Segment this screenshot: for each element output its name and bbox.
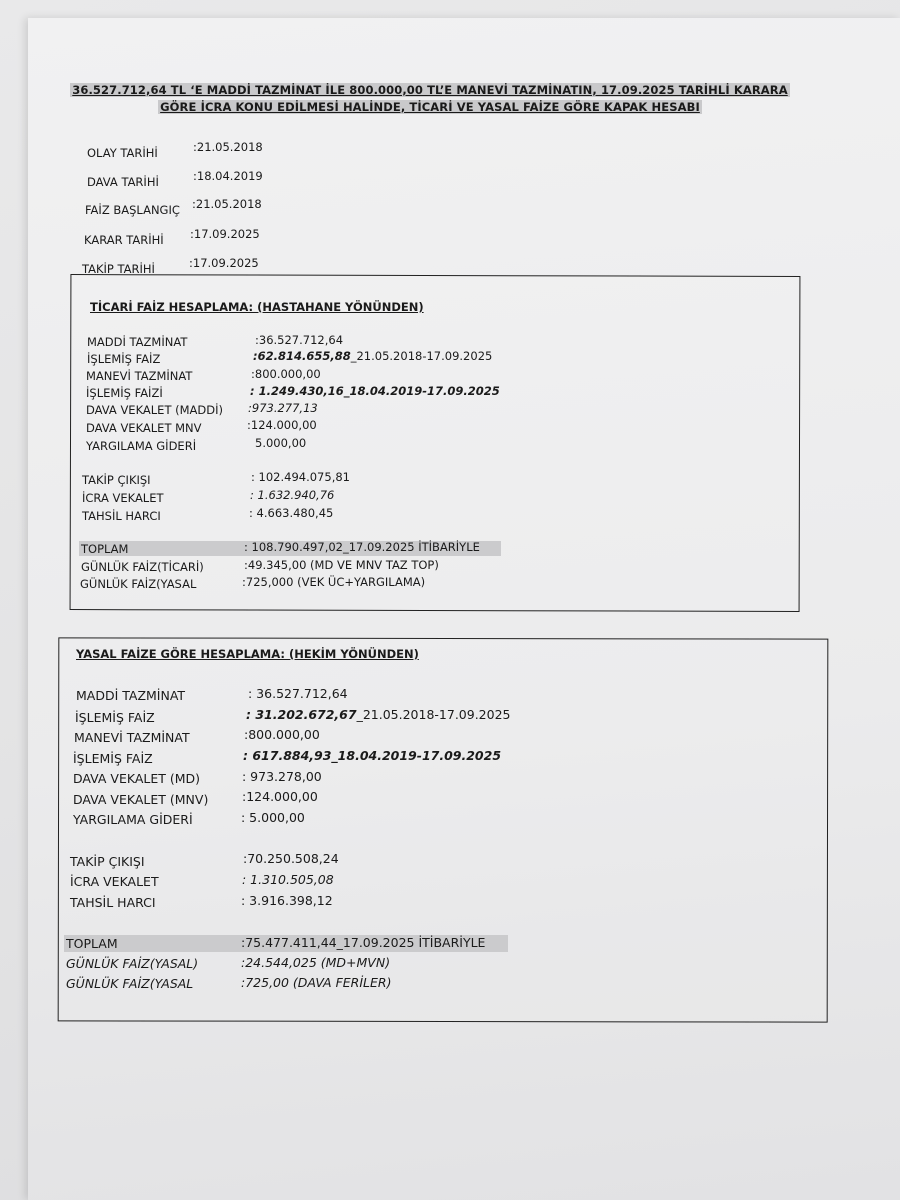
ticari-value-dava-vekalet-mnv: :124.000,00	[247, 418, 317, 432]
ticari-heading: TİCARİ FAİZ HESAPLAMA: (HASTAHANE YÖNÜNDEN)	[90, 300, 424, 314]
ticari-label-icra-vekalet: İCRA VEKALET	[82, 491, 164, 505]
date-label-takip: TAKİP TARİHİ	[82, 262, 155, 276]
ticari-label-toplam: TOPLAM	[81, 542, 129, 556]
ticari-value-takip-cikisi: : 102.494.075,81	[251, 470, 350, 484]
yasal-value-gunluk-faiz-yasal-2: :725,00 (DAVA FERİLER)	[241, 975, 392, 990]
ticari-label-gunluk-faiz-yasal: GÜNLÜK FAİZ(YASAL	[80, 577, 197, 591]
yasal-label-islemis-faiz-2: İŞLEMİŞ FAİZ	[73, 751, 153, 766]
yasal-value-maddi: : 36.527.712,64	[248, 686, 348, 701]
yasal-value-islemis-faiz-2: : 617.884,93_18.04.2019-17.09.2025	[243, 748, 502, 763]
yasal-label-dava-vekalet-md: DAVA VEKALET (MD)	[73, 771, 201, 786]
title-line-1: 36.527.712,64 TL ‘E MADDİ TAZMİNAT İLE 800.000,00 TL’E MANEVİ TAZMİNATIN, 17.09.2025 TARİHLİ KARARA	[72, 83, 788, 97]
yasal-label-icra-vekalet: İCRA VEKALET	[70, 874, 159, 889]
ticari-label-dava-vekalet-mnv: DAVA VEKALET MNV	[86, 421, 202, 435]
ticari-label-dava-vekalet-maddi: DAVA VEKALET (MADDİ)	[86, 403, 223, 417]
yasal-label-toplam: TOPLAM	[66, 936, 118, 951]
date-label-karar: KARAR TARİHİ	[84, 233, 164, 247]
ticari-value-yargilama: 5.000,00	[255, 436, 307, 450]
yasal-value-tahsil-harci: : 3.916.398,12	[241, 893, 333, 908]
ticari-value-dava-vekalet-maddi: :973.277,13	[248, 401, 318, 415]
ticari-value-manevi: :800.000,00	[251, 367, 321, 381]
ticari-value-maddi: :36.527.712,64	[255, 333, 344, 347]
yasal-value-takip-cikisi: :70.250.508,24	[243, 851, 339, 866]
ticari-label-maddi: MADDİ TAZMİNAT	[87, 335, 188, 349]
document-title	[70, 82, 790, 116]
yasal-label-takip-cikisi: TAKİP ÇIKIŞI	[70, 854, 145, 869]
yasal-value-gunluk-faiz-yasal: :24.544,025 (MD+MVN)	[241, 955, 391, 970]
date-value-faiz: :21.05.2018	[192, 197, 262, 211]
date-value-dava: :18.04.2019	[193, 169, 263, 183]
ticari-value-gunluk-faiz-ticari: :49.345,00 (MD VE MNV TAZ TOP)	[244, 558, 439, 572]
ticari-label-tahsil-harci: TAHSİL HARCI	[82, 509, 161, 523]
date-value-karar: :17.09.2025	[190, 227, 260, 241]
ticari-value-islemis-faiz: :62.814.655,88_21.05.2018-17.09.2025	[253, 349, 493, 363]
ticari-label-islemis-faizi: İŞLEMİŞ FAİZİ	[86, 386, 163, 400]
yasal-label-islemis-faiz: İŞLEMİŞ FAİZ	[75, 710, 155, 725]
yasal-value-manevi: :800.000,00	[244, 727, 320, 742]
date-label-faiz: FAİZ BAŞLANGIÇ	[85, 203, 180, 217]
yasal-label-maddi: MADDİ TAZMİNAT	[76, 688, 186, 703]
yasal-value-yargilama: : 5.000,00	[241, 810, 305, 825]
ticari-value-toplam: : 108.790.497,02_17.09.2025 İTİBARİYLE	[244, 540, 480, 554]
yasal-label-manevi: MANEVİ TAZMİNAT	[74, 730, 190, 745]
ticari-value-gunluk-faiz-yasal: :725,000 (VEK ÜC+YARGILAMA)	[242, 575, 426, 589]
yasal-value-islemis-faiz: : 31.202.672,67_21.05.2018-17.09.2025	[246, 707, 511, 722]
ticari-label-takip-cikisi: TAKİP ÇIKIŞI	[82, 473, 151, 487]
ticari-value-icra-vekalet: : 1.632.940,76	[250, 488, 335, 502]
yasal-label-dava-vekalet-mnv: DAVA VEKALET (MNV)	[73, 792, 209, 807]
title-line-2: GÖRE İCRA KONU EDİLMESİ HALİNDE, TİCARİ VE YASAL FAİZE GÖRE KAPAK HESABI	[160, 100, 700, 114]
yasal-value-toplam: :75.477.411,44_17.09.2025 İTİBARİYLE	[241, 935, 486, 950]
ticari-value-tahsil-harci: : 4.663.480,45	[249, 506, 334, 520]
date-label-dava: DAVA TARİHİ	[87, 175, 159, 189]
date-value-olay: :21.05.2018	[193, 140, 263, 154]
yasal-value-dava-vekalet-md: : 973.278,00	[242, 769, 322, 784]
yasal-label-gunluk-faiz-yasal-2: GÜNLÜK FAİZ(YASAL	[66, 976, 194, 991]
ticari-label-manevi: MANEVİ TAZMİNAT	[86, 369, 193, 383]
yasal-value-dava-vekalet-mnv: :124.000,00	[242, 789, 318, 804]
yasal-label-yargilama: YARGILAMA GİDERİ	[73, 812, 193, 827]
ticari-label-yargilama: YARGILAMA GİDERİ	[86, 439, 197, 453]
ticari-label-gunluk-faiz-ticari: GÜNLÜK FAİZ(TİCARİ)	[81, 560, 204, 574]
date-label-olay: OLAY TARİHİ	[87, 146, 158, 160]
date-value-takip: :17.09.2025	[189, 256, 259, 270]
ticari-label-islemis-faiz: İŞLEMİŞ FAİZ	[87, 352, 161, 366]
ticari-value-islemis-faizi: : 1.249.430,16_18.04.2019-17.09.2025	[250, 384, 500, 398]
yasal-label-tahsil-harci: TAHSİL HARCI	[70, 895, 156, 910]
yasal-value-icra-vekalet: : 1.310.505,08	[242, 872, 334, 887]
yasal-heading: YASAL FAİZE GÖRE HESAPLAMA: (HEKİM YÖNÜNDEN)	[76, 647, 419, 661]
yasal-label-gunluk-faiz-yasal: GÜNLÜK FAİZ(YASAL)	[66, 956, 199, 971]
